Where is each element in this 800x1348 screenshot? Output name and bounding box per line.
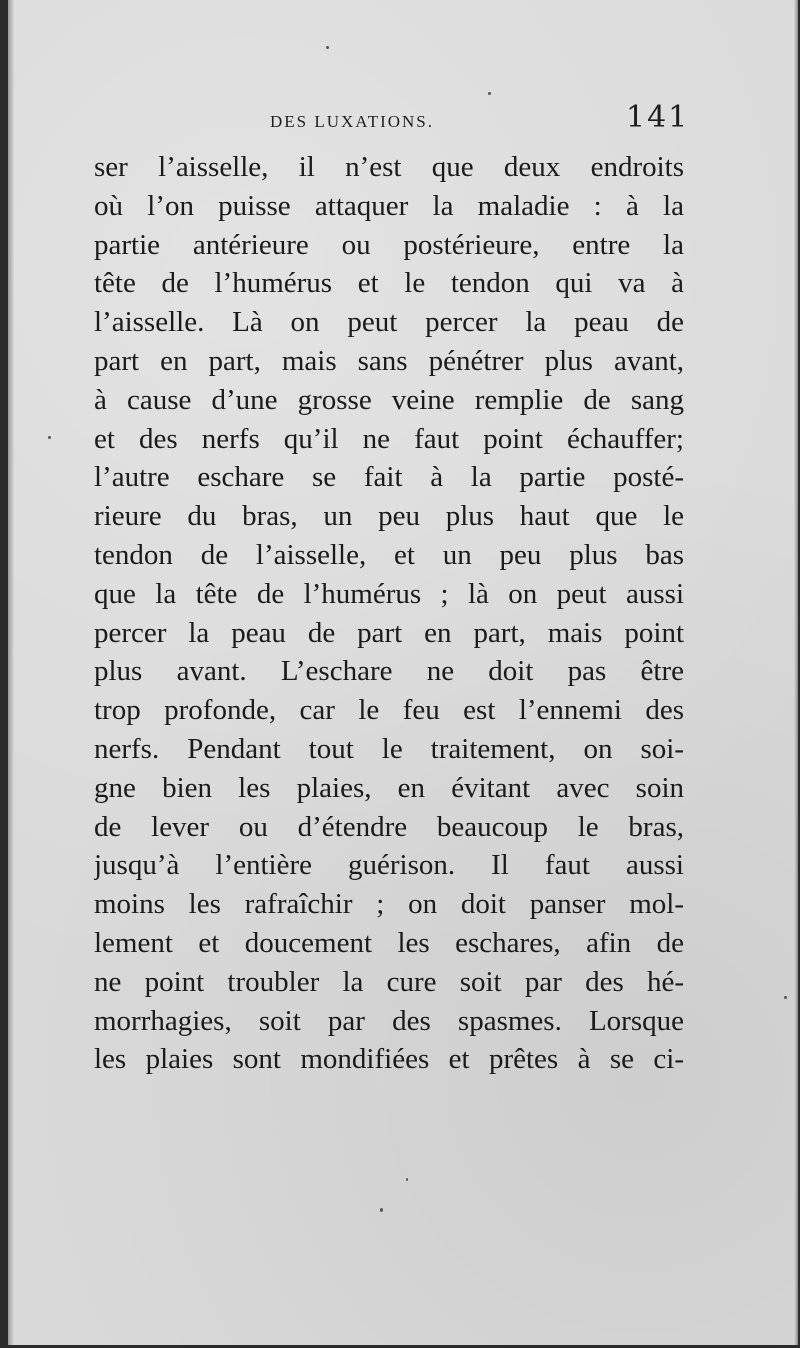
text-line: moins les rafraîchir ; on doit panser mol- <box>94 888 684 921</box>
text-line: rieure du bras, un peu plus haut que le <box>94 500 684 533</box>
text-line: de lever ou d’étendre beaucoup le bras, <box>94 810 684 843</box>
paper-speck <box>48 436 51 439</box>
body-text <box>94 148 684 1079</box>
paper-speck <box>406 1178 408 1181</box>
text-line: lement et doucement les eschares, afin de <box>94 926 684 959</box>
paper-speck <box>380 1208 383 1212</box>
paper-speck <box>784 996 787 999</box>
text-line: l’aisselle. Là on peut percer la peau de <box>94 306 684 339</box>
text-line: tendon de l’aisselle, et un peu plus bas <box>94 538 684 571</box>
text-line: tête de l’humérus et le tendon qui va à <box>94 267 684 300</box>
text-line: où l’on puisse attaquer la maladie : à la <box>94 189 684 222</box>
text-line: nerfs. Pendant tout le traitement, on soi- <box>94 732 684 765</box>
text-line: que la tête de l’humérus ; là on peut aussi <box>94 577 684 610</box>
text-line: l’autre eschare se fait à la partie posté- <box>94 461 684 494</box>
page-left-edge <box>8 0 14 1345</box>
text-line: partie antérieure ou postérieure, entre la <box>94 228 684 261</box>
text-line: trop profonde, car le feu est l’ennemi des <box>94 694 684 727</box>
text-line: et des nerfs qu’il ne faut point échauffer; <box>94 422 684 455</box>
text-line: jusqu’à l’entière guérison. Il faut aussi <box>94 849 684 882</box>
text-line: gne bien les plaies, en évitant avec soin <box>94 771 684 804</box>
paper-speck <box>326 46 329 49</box>
text-line: plus avant. L’eschare ne doit pas être <box>94 655 684 688</box>
book-page <box>8 0 798 1345</box>
page-right-edge <box>794 0 798 1345</box>
text-line: à cause d’une grosse veine remplie de sang <box>94 383 684 416</box>
text-line: les plaies sont mondifiées et prêtes à se ci- <box>94 1043 684 1076</box>
text-line: morrhagies, soit par des spasmes. Lorsque <box>94 1004 684 1037</box>
text-line: ser l’aisselle, il n’est que deux endroits <box>94 151 684 183</box>
paper-speck <box>488 92 491 95</box>
text-line: percer la peau de part en part, mais point <box>94 616 684 649</box>
text-line: ne point troubler la cure soit par des hé- <box>94 965 684 998</box>
page-number: 141 <box>626 100 690 135</box>
running-title: DES LUXATIONS. <box>270 112 434 131</box>
text-line: part en part, mais sans pénétrer plus avant, <box>94 344 684 377</box>
